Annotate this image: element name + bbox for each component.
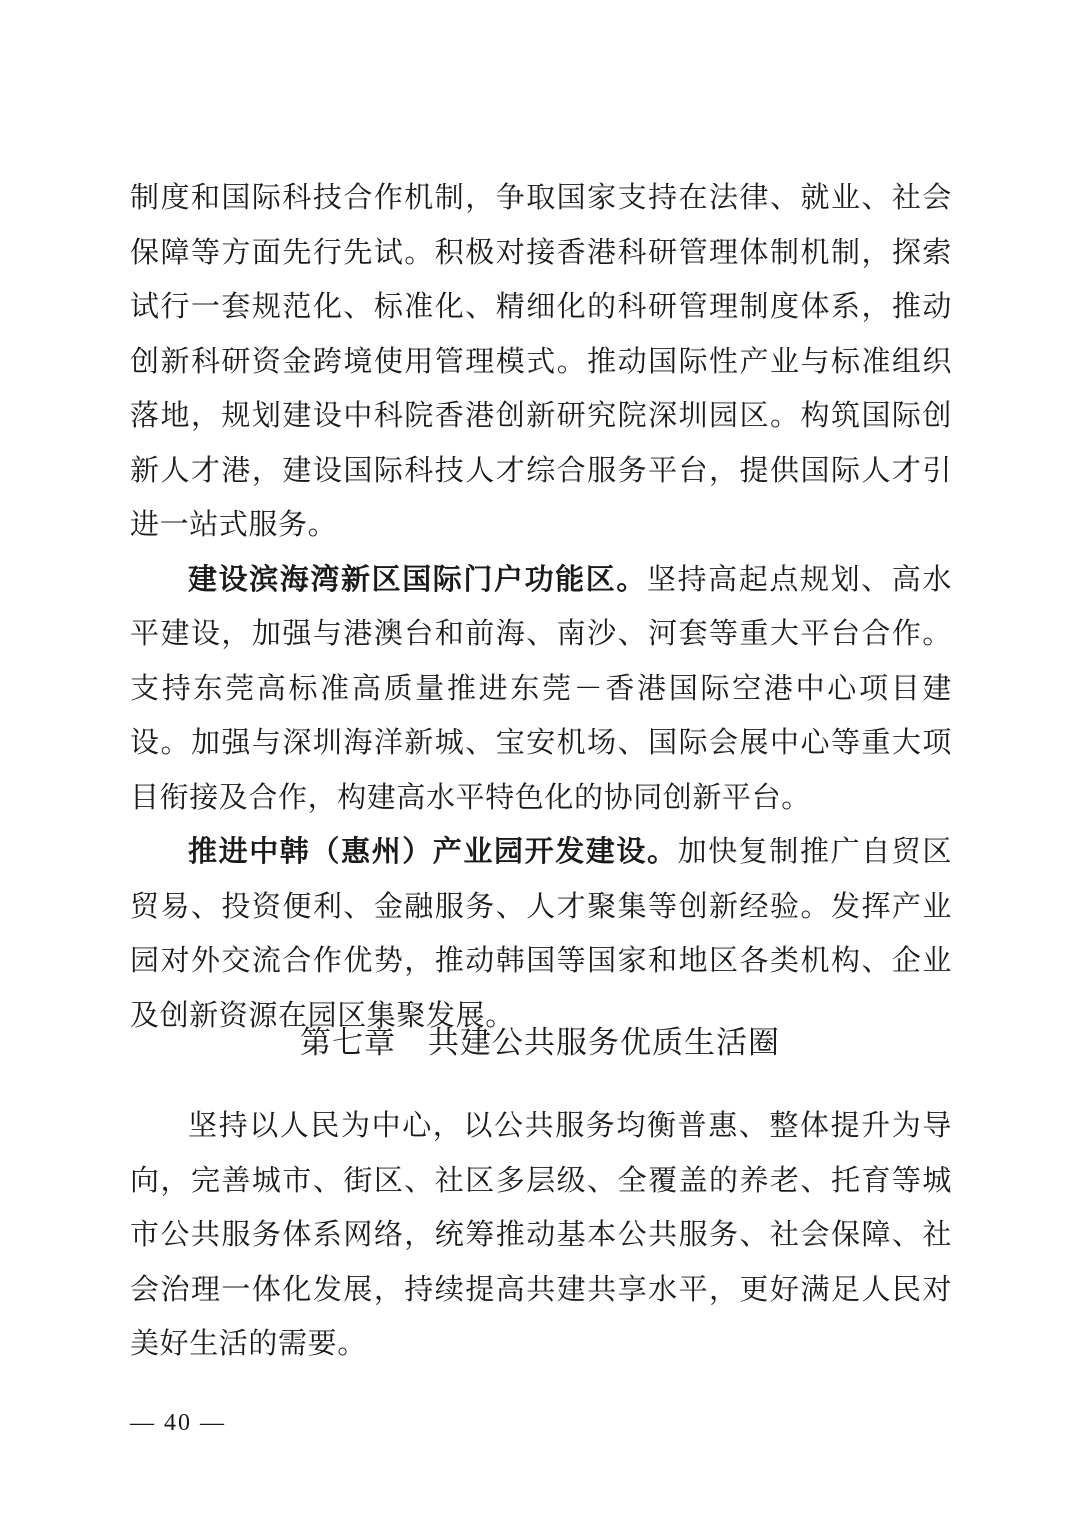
body-text-upper — [130, 170, 952, 1042]
paragraph-lead-heading: 推进中韩（惠州）产业园开发建设。 — [188, 834, 678, 868]
chapter-heading — [0, 1016, 1080, 1070]
paragraph-text: 加快复制推广自贸区贸易、投资便利、金融服务、人才聚集等创新经验。发挥产业园对外交流合作优势，推动韩国等国家和地区各类机构、企业及创新资源在园区集聚发展。 — [130, 834, 952, 1032]
chapter-title: 共建公共服务优质生活圈 — [428, 1025, 780, 1061]
paragraph-text: 制度和国际科技合作机制，争取国家支持在法律、就业、社会保障等方面先行先试。积极对接香港科研管理体制机制，探索试行一套规范化、标准化、精细化的科研管理制度体系，推动创新科研资金跨境使用管理模式。推动国际性产业与标准组织落地，规划建设中科院香港创新研究院深圳园区。构筑国际创新人才港，建设国际科技人才综合服务平台，提供国际人才引进一站式服务。 — [130, 180, 952, 541]
paragraph-text: 坚持高起点规划、高水平建设，加强与港澳台和前海、南沙、河套等重大平台合作。支持东莞高标准高质量推进东莞－香港国际空港中心项目建设。加强与深圳海洋新城、宝安机场、国际会展中心等重大项目衔接及合作，构建高水平特色化的协同创新平台。 — [130, 561, 952, 814]
paragraph-binhaiwan — [130, 552, 952, 825]
page-number: — 40 — — [130, 1410, 226, 1436]
paragraph-chapter-intro — [130, 1098, 952, 1371]
paragraph-text: 坚持以人民为中心，以公共服务均衡普惠、整体提升为导向，完善城市、街区、社区多层级、全覆盖的养老、托育等城市公共服务体系网络，统筹推动基本公共服务、社会保障、社会治理一体化发展，持续提高共建共享水平，更好满足人民对美好生活的需要。 — [130, 1108, 952, 1360]
body-text-lower — [130, 1098, 952, 1371]
paragraph-zhonghan — [130, 824, 952, 1042]
paragraph-continuation — [130, 170, 952, 552]
chapter-number: 第七章 — [300, 1025, 396, 1061]
paragraph-lead-heading: 建设滨海湾新区国际门户功能区。 — [188, 561, 647, 596]
